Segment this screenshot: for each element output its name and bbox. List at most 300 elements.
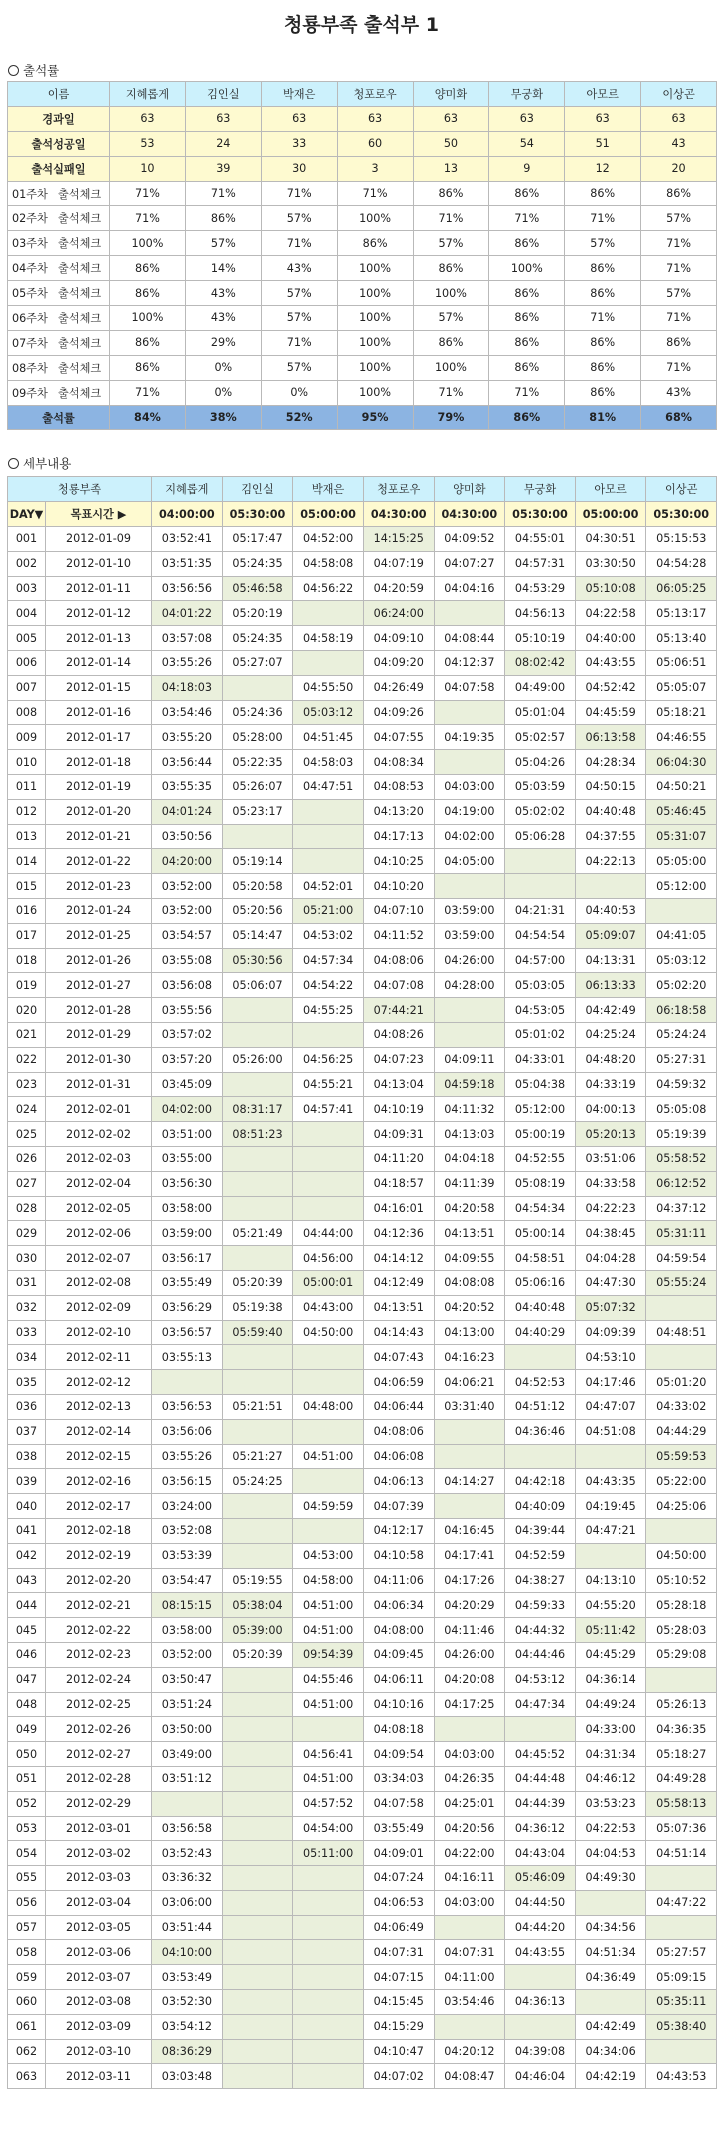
day-date: 2012-02-23 <box>46 1642 152 1667</box>
week-percent: 71% <box>641 355 717 380</box>
checkin-time: 03:57:20 <box>152 1047 223 1072</box>
week-percent: 71% <box>641 306 717 331</box>
checkin-time: 04:34:56 <box>575 1915 646 1940</box>
missed-time: 06:13:58 <box>575 725 646 750</box>
day-number: 051 <box>8 1766 46 1791</box>
day-row <box>8 1593 717 1618</box>
checkin-time: 03:56:44 <box>152 750 223 775</box>
week-label <box>8 380 110 405</box>
checkin-time: 04:07:10 <box>363 899 434 924</box>
missed-time: 05:11:42 <box>575 1618 646 1643</box>
checkin-time: 04:09:54 <box>363 1742 434 1767</box>
checkin-time: 04:09:10 <box>363 626 434 651</box>
week-label <box>8 181 110 206</box>
checkin-time: 04:59:32 <box>646 1072 717 1097</box>
day-number: 042 <box>8 1543 46 1568</box>
day-date: 2012-02-09 <box>46 1295 152 1320</box>
checkin-time: 04:20:29 <box>434 1593 505 1618</box>
checkin-time: 04:44:29 <box>646 1419 717 1444</box>
missed-time <box>222 1742 293 1767</box>
missed-time <box>222 1965 293 1990</box>
stat-value: 10 <box>110 156 186 181</box>
checkin-time: 05:23:17 <box>222 799 293 824</box>
missed-time: 06:13:33 <box>575 973 646 998</box>
day-row <box>8 1196 717 1221</box>
day-row <box>8 1320 717 1345</box>
checkin-time: 05:04:26 <box>505 750 576 775</box>
checkin-time: 04:05:00 <box>434 849 505 874</box>
day-number: 059 <box>8 1965 46 1990</box>
checkin-time: 04:40:00 <box>575 626 646 651</box>
missed-time <box>293 2064 364 2089</box>
missed-time: 05:55:24 <box>646 1270 717 1295</box>
day-row <box>8 1072 717 1097</box>
week-percent: 71% <box>261 181 337 206</box>
missed-time <box>293 1915 364 1940</box>
day-date: 2012-01-24 <box>46 899 152 924</box>
missed-time <box>222 675 293 700</box>
day-number: 047 <box>8 1667 46 1692</box>
checkin-time: 05:24:35 <box>222 626 293 651</box>
checkin-time: 05:26:13 <box>646 1692 717 1717</box>
day-date: 2012-02-13 <box>46 1394 152 1419</box>
day-number: 038 <box>8 1444 46 1469</box>
member-name: 김인실 <box>185 82 261 107</box>
checkin-time: 04:31:34 <box>575 1742 646 1767</box>
checkin-time: 04:48:20 <box>575 1047 646 1072</box>
checkin-time: 05:28:00 <box>222 725 293 750</box>
day-number: 061 <box>8 2014 46 2039</box>
day-date: 2012-02-10 <box>46 1320 152 1345</box>
checkin-time: 04:04:28 <box>575 1246 646 1271</box>
week-percent: 71% <box>337 181 413 206</box>
week-percent: 71% <box>489 380 565 405</box>
day-number: 063 <box>8 2064 46 2089</box>
week-percent: 86% <box>489 306 565 331</box>
checkin-time: 04:43:00 <box>293 1295 364 1320</box>
week-percent: 71% <box>413 380 489 405</box>
checkin-time: 04:11:39 <box>434 1171 505 1196</box>
checkin-time: 04:59:59 <box>293 1494 364 1519</box>
missed-time <box>293 1866 364 1891</box>
missed-time <box>222 1692 293 1717</box>
checkin-time: 05:20:19 <box>222 601 293 626</box>
member-name: 박재은 <box>261 82 337 107</box>
checkin-time: 04:18:57 <box>363 1171 434 1196</box>
stat-value: 53 <box>110 131 186 156</box>
missed-time: 06:24:00 <box>363 601 434 626</box>
week-label <box>8 206 110 231</box>
week-check-row <box>8 330 717 355</box>
checkin-time: 04:50:00 <box>646 1543 717 1568</box>
day-date: 2012-02-15 <box>46 1444 152 1469</box>
checkin-time: 04:06:08 <box>363 1444 434 1469</box>
member-name: 양미화 <box>434 477 505 502</box>
checkin-time: 05:20:39 <box>222 1642 293 1667</box>
target-time: 05:30:00 <box>646 502 717 527</box>
checkin-time: 04:20:58 <box>434 1196 505 1221</box>
checkin-time: 04:51:00 <box>293 1444 364 1469</box>
checkin-time: 03:55:56 <box>152 998 223 1023</box>
checkin-time: 03:50:56 <box>152 824 223 849</box>
checkin-time: 03:51:44 <box>152 1915 223 1940</box>
checkin-time: 03:45:09 <box>152 1072 223 1097</box>
checkin-time: 04:52:00 <box>293 527 364 552</box>
missed-time: 05:10:08 <box>575 576 646 601</box>
checkin-time: 04:16:45 <box>434 1518 505 1543</box>
checkin-time: 03:57:08 <box>152 626 223 651</box>
checkin-time: 03:58:00 <box>152 1618 223 1643</box>
checkin-time: 04:44:39 <box>505 1791 576 1816</box>
day-number: 010 <box>8 750 46 775</box>
week-percent: 57% <box>261 306 337 331</box>
checkin-time: 04:40:48 <box>575 799 646 824</box>
checkin-time: 04:02:00 <box>434 824 505 849</box>
day-row <box>8 1766 717 1791</box>
checkin-time: 03:55:13 <box>152 1345 223 1370</box>
week-percent: 43% <box>185 306 261 331</box>
stat-row <box>8 156 717 181</box>
checkin-time: 05:24:24 <box>646 1023 717 1048</box>
checkin-time: 05:08:19 <box>505 1171 576 1196</box>
rate-label: 출석률 <box>8 405 110 430</box>
day-date: 2012-01-23 <box>46 874 152 899</box>
checkin-time: 04:13:00 <box>434 1320 505 1345</box>
checkin-time: 04:44:50 <box>505 1890 576 1915</box>
day-row <box>8 1023 717 1048</box>
checkin-time: 04:11:06 <box>363 1568 434 1593</box>
checkin-time: 04:04:16 <box>434 576 505 601</box>
checkin-time: 04:22:58 <box>575 601 646 626</box>
week-check-row <box>8 206 717 231</box>
day-number: 005 <box>8 626 46 651</box>
checkin-time: 05:15:53 <box>646 527 717 552</box>
day-number: 052 <box>8 1791 46 1816</box>
week-number: 08주차 <box>12 361 48 375</box>
checkin-time: 04:44:20 <box>505 1915 576 1940</box>
checkin-time: 03:49:00 <box>152 1742 223 1767</box>
week-percent: 86% <box>185 206 261 231</box>
checkin-time: 04:58:08 <box>293 551 364 576</box>
checkin-time: 04:08:18 <box>363 1717 434 1742</box>
checkin-time: 04:26:00 <box>434 1642 505 1667</box>
stat-row <box>8 131 717 156</box>
week-check-row <box>8 355 717 380</box>
checkin-time: 04:14:12 <box>363 1246 434 1271</box>
missed-time <box>575 1543 646 1568</box>
day-row <box>8 1171 717 1196</box>
checkin-time: 04:11:32 <box>434 1097 505 1122</box>
missed-time <box>293 1196 364 1221</box>
day-row <box>8 1494 717 1519</box>
day-number: 032 <box>8 1295 46 1320</box>
checkin-time: 04:33:02 <box>646 1394 717 1419</box>
checkin-time: 05:29:08 <box>646 1642 717 1667</box>
missed-time: 05:59:53 <box>646 1444 717 1469</box>
day-date: 2012-01-17 <box>46 725 152 750</box>
day-number: 011 <box>8 775 46 800</box>
missed-time <box>222 1915 293 1940</box>
week-percent: 71% <box>489 206 565 231</box>
checkin-time: 03:03:48 <box>152 2064 223 2089</box>
week-percent: 57% <box>413 231 489 256</box>
checkin-time: 04:55:25 <box>293 998 364 1023</box>
day-number: 036 <box>8 1394 46 1419</box>
checkin-time: 04:57:41 <box>293 1097 364 1122</box>
checkin-time: 04:33:00 <box>575 1717 646 1742</box>
day-date: 2012-01-11 <box>46 576 152 601</box>
missed-time <box>505 1717 576 1742</box>
checkin-time: 04:57:31 <box>505 551 576 576</box>
missed-time: 14:15:25 <box>363 527 434 552</box>
missed-time <box>434 1494 505 1519</box>
missed-time <box>293 1370 364 1395</box>
checkin-time: 03:59:00 <box>434 923 505 948</box>
stat-value: 39 <box>185 156 261 181</box>
checkin-time: 04:33:01 <box>505 1047 576 1072</box>
checkin-time: 03:56:06 <box>152 1419 223 1444</box>
day-number: 015 <box>8 874 46 899</box>
missed-time: 05:20:13 <box>575 1122 646 1147</box>
day-date: 2012-01-21 <box>46 824 152 849</box>
day-date: 2012-01-20 <box>46 799 152 824</box>
missed-time: 06:05:25 <box>646 576 717 601</box>
missed-time: 08:15:15 <box>152 1593 223 1618</box>
week-check-label: 출석체크 <box>58 386 102 400</box>
day-number: 025 <box>8 1122 46 1147</box>
checkin-time: 04:30:51 <box>575 527 646 552</box>
checkin-time: 04:40:53 <box>575 899 646 924</box>
checkin-time: 04:39:08 <box>505 2039 576 2064</box>
day-date: 2012-01-25 <box>46 923 152 948</box>
day-row <box>8 601 717 626</box>
day-date: 2012-01-26 <box>46 948 152 973</box>
summary-header-row <box>8 82 717 107</box>
day-row <box>8 1469 717 1494</box>
stat-value: 63 <box>337 106 413 131</box>
missed-time <box>222 1246 293 1271</box>
checkin-time: 03:54:12 <box>152 2014 223 2039</box>
checkin-time: 05:24:35 <box>222 551 293 576</box>
checkin-time: 05:06:16 <box>505 1270 576 1295</box>
checkin-time: 04:55:21 <box>293 1072 364 1097</box>
day-number: 060 <box>8 1990 46 2015</box>
day-number: 039 <box>8 1469 46 1494</box>
checkin-time: 05:09:15 <box>646 1965 717 1990</box>
day-row <box>8 1990 717 2015</box>
checkin-time: 03:50:00 <box>152 1717 223 1742</box>
missed-time: 05:39:00 <box>222 1618 293 1643</box>
day-row <box>8 1146 717 1171</box>
day-date: 2012-03-05 <box>46 1915 152 1940</box>
checkin-time: 05:26:07 <box>222 775 293 800</box>
checkin-time: 03:34:03 <box>363 1766 434 1791</box>
checkin-time: 04:42:49 <box>575 998 646 1023</box>
checkin-time: 04:33:58 <box>575 1171 646 1196</box>
checkin-time: 04:53:00 <box>293 1543 364 1568</box>
week-number: 07주차 <box>12 336 48 350</box>
day-number: 056 <box>8 1890 46 1915</box>
checkin-time: 04:11:52 <box>363 923 434 948</box>
checkin-time: 04:07:39 <box>363 1494 434 1519</box>
checkin-time: 04:08:44 <box>434 626 505 651</box>
checkin-time: 04:13:31 <box>575 948 646 973</box>
checkin-time: 04:28:34 <box>575 750 646 775</box>
checkin-time: 04:09:55 <box>434 1246 505 1271</box>
checkin-time: 04:17:26 <box>434 1568 505 1593</box>
missed-time: 05:03:12 <box>293 700 364 725</box>
checkin-time: 05:19:14 <box>222 849 293 874</box>
day-row <box>8 1618 717 1643</box>
missed-time <box>222 998 293 1023</box>
member-name: 청포로우 <box>363 477 434 502</box>
missed-time <box>293 1518 364 1543</box>
checkin-time: 04:47:51 <box>293 775 364 800</box>
checkin-time: 04:13:20 <box>363 799 434 824</box>
missed-time <box>434 1419 505 1444</box>
missed-time <box>222 1171 293 1196</box>
checkin-time: 04:56:41 <box>293 1742 364 1767</box>
checkin-time: 03:52:30 <box>152 1990 223 2015</box>
day-row <box>8 1791 717 1816</box>
checkin-time: 04:44:48 <box>505 1766 576 1791</box>
checkin-time: 04:51:00 <box>293 1692 364 1717</box>
checkin-time: 04:36:14 <box>575 1667 646 1692</box>
week-percent: 86% <box>489 231 565 256</box>
day-number: 045 <box>8 1618 46 1643</box>
checkin-time: 04:55:01 <box>505 527 576 552</box>
checkin-time: 03:53:23 <box>575 1791 646 1816</box>
checkin-time: 05:21:27 <box>222 1444 293 1469</box>
day-row <box>8 1270 717 1295</box>
checkin-time: 04:15:29 <box>363 2014 434 2039</box>
checkin-time: 03:54:46 <box>152 700 223 725</box>
day-date: 2012-02-25 <box>46 1692 152 1717</box>
checkin-time: 04:06:44 <box>363 1394 434 1419</box>
checkin-time: 04:25:06 <box>646 1494 717 1519</box>
day-number: 016 <box>8 899 46 924</box>
missed-time: 04:59:18 <box>434 1072 505 1097</box>
missed-time <box>434 700 505 725</box>
missed-time <box>434 2014 505 2039</box>
day-row <box>8 1518 717 1543</box>
checkin-time: 03:56:30 <box>152 1171 223 1196</box>
week-check-label: 출석체크 <box>58 262 102 276</box>
target-time: 05:00:00 <box>575 502 646 527</box>
day-number: 034 <box>8 1345 46 1370</box>
checkin-time: 04:08:00 <box>363 1618 434 1643</box>
week-check-label: 출석체크 <box>58 336 102 350</box>
day-number: 003 <box>8 576 46 601</box>
checkin-time: 04:54:22 <box>293 973 364 998</box>
stat-value: 13 <box>413 156 489 181</box>
stat-value: 50 <box>413 131 489 156</box>
day-row <box>8 2064 717 2089</box>
checkin-time: 03:56:29 <box>152 1295 223 1320</box>
missed-time <box>505 1965 576 1990</box>
checkin-time: 04:51:45 <box>293 725 364 750</box>
checkin-time: 05:07:36 <box>646 1816 717 1841</box>
day-row <box>8 1221 717 1246</box>
week-percent: 14% <box>185 256 261 281</box>
missed-time: 08:51:23 <box>222 1122 293 1147</box>
stat-value: 63 <box>641 106 717 131</box>
day-number: 026 <box>8 1146 46 1171</box>
week-percent: 71% <box>110 181 186 206</box>
checkin-time: 04:55:50 <box>293 675 364 700</box>
week-percent: 71% <box>261 231 337 256</box>
checkin-time: 04:46:04 <box>505 2064 576 2089</box>
checkin-time: 05:02:57 <box>505 725 576 750</box>
missed-time: 05:07:32 <box>575 1295 646 1320</box>
missed-time: 05:35:11 <box>646 1990 717 2015</box>
missed-time: 05:21:00 <box>293 899 364 924</box>
checkin-time: 04:49:30 <box>575 1866 646 1891</box>
day-row <box>8 1444 717 1469</box>
checkin-time: 04:07:19 <box>363 551 434 576</box>
checkin-time: 03:50:47 <box>152 1667 223 1692</box>
day-date: 2012-01-30 <box>46 1047 152 1072</box>
day-row <box>8 725 717 750</box>
day-number: 033 <box>8 1320 46 1345</box>
missed-time <box>505 1345 576 1370</box>
week-percent: 86% <box>565 380 641 405</box>
week-percent: 100% <box>413 355 489 380</box>
page-title: 청룡부족 출석부 1 <box>284 14 439 36</box>
checkin-time: 04:14:27 <box>434 1469 505 1494</box>
checkin-time: 04:13:51 <box>434 1221 505 1246</box>
week-percent: 57% <box>261 281 337 306</box>
checkin-time: 04:52:53 <box>505 1370 576 1395</box>
week-percent: 71% <box>565 306 641 331</box>
checkin-time: 05:26:00 <box>222 1047 293 1072</box>
checkin-time: 04:04:18 <box>434 1146 505 1171</box>
checkin-time: 05:13:40 <box>646 626 717 651</box>
week-percent: 100% <box>110 231 186 256</box>
checkin-time: 05:19:39 <box>646 1122 717 1147</box>
checkin-time: 04:12:37 <box>434 651 505 676</box>
missed-time <box>222 2014 293 2039</box>
detail-header-row <box>8 477 717 502</box>
week-percent: 86% <box>110 281 186 306</box>
checkin-time: 04:46:12 <box>575 1766 646 1791</box>
missed-time: 04:18:03 <box>152 675 223 700</box>
checkin-time: 04:13:10 <box>575 1568 646 1593</box>
checkin-time: 05:05:08 <box>646 1097 717 1122</box>
week-percent: 86% <box>413 181 489 206</box>
day-row <box>8 675 717 700</box>
checkin-time: 04:09:45 <box>363 1642 434 1667</box>
missed-time <box>222 1866 293 1891</box>
missed-time <box>152 1791 223 1816</box>
day-number: 007 <box>8 675 46 700</box>
day-date: 2012-01-29 <box>46 1023 152 1048</box>
week-check-row <box>8 380 717 405</box>
week-label <box>8 231 110 256</box>
missed-time <box>293 1171 364 1196</box>
missed-time: 08:31:17 <box>222 1097 293 1122</box>
checkin-time: 05:01:04 <box>505 700 576 725</box>
checkin-time: 03:54:46 <box>434 1990 505 2015</box>
checkin-time: 03:51:24 <box>152 1692 223 1717</box>
day-date: 2012-02-12 <box>46 1370 152 1395</box>
week-number: 05주차 <box>12 287 48 301</box>
day-number: 004 <box>8 601 46 626</box>
target-time: 05:00:00 <box>293 502 364 527</box>
missed-time: 05:30:56 <box>222 948 293 973</box>
missed-time <box>505 1444 576 1469</box>
checkin-time: 04:37:12 <box>646 1196 717 1221</box>
